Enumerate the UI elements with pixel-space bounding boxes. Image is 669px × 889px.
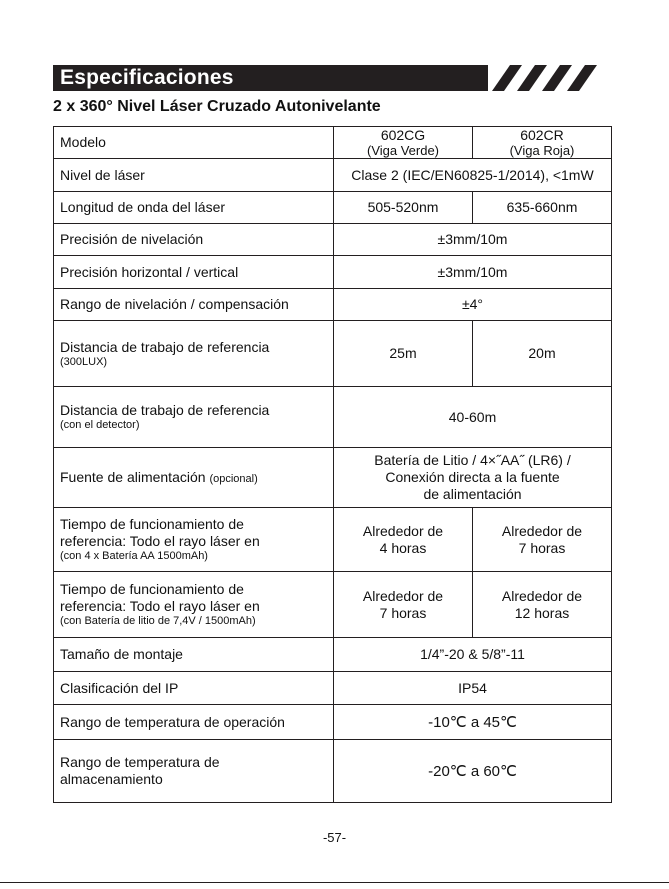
row-value: 20m — [473, 321, 612, 387]
bottom-rule — [0, 882, 669, 883]
value-line: Alrededor de — [501, 587, 583, 604]
row-label — [54, 740, 334, 803]
row-label: Rango de nivelación / compensación — [54, 289, 334, 321]
table-row — [54, 572, 612, 638]
value-line: 4 horas — [379, 539, 427, 556]
row-value: ±3mm/10m — [334, 224, 612, 256]
table-row — [54, 224, 612, 256]
row-label — [54, 387, 334, 448]
product-subtitle: 2 x 360° Nivel Láser Cruzado Autonivelante — [53, 98, 381, 115]
row-label-text: Rango de temperatura de — [60, 754, 220, 770]
row-label: Longitud de onda del láser — [54, 192, 334, 224]
stripes-decoration — [478, 65, 598, 91]
row-value: 1/4”-20 & 5/8”-11 — [334, 638, 612, 672]
model-602cg — [334, 127, 473, 159]
model-beam: (Viga Roja) — [509, 143, 575, 158]
row-label-note: (300LUX) — [60, 355, 108, 368]
row-value: -20℃ a 60℃ — [334, 740, 612, 803]
row-value — [334, 448, 612, 508]
row-label-note: (con el detector) — [60, 419, 140, 431]
value-line: Batería de Litio / 4×˝AA˝ (LR6) / — [374, 452, 571, 468]
row-label-text: Tiempo de funcionamiento de — [60, 516, 244, 532]
row-label-text: Fuente de alimentación — [60, 469, 206, 485]
spec-table — [53, 126, 612, 803]
row-label: Rango de temperatura de operación — [54, 705, 334, 740]
row-label-text: referencia: Todo el rayo láser en — [60, 533, 260, 549]
row-label-note: (con Batería de litio de 7,4V / 1500mAh) — [60, 615, 256, 627]
page-number: -57- — [322, 830, 347, 845]
table-row — [54, 705, 612, 740]
row-value — [334, 508, 473, 572]
value-line: Alrededor de — [501, 522, 583, 539]
table-row — [54, 508, 612, 572]
table-row — [54, 387, 612, 448]
table-row — [54, 289, 612, 321]
model-beam: (Viga Verde) — [366, 143, 440, 158]
row-label — [54, 321, 334, 387]
table-row — [54, 638, 612, 672]
row-label: Precisión de nivelación — [54, 224, 334, 256]
value-line: 7 horas — [379, 604, 427, 621]
table-row — [54, 127, 612, 159]
row-value — [473, 572, 612, 638]
row-label-text: Distancia de trabajo de referencia — [60, 338, 270, 355]
model-name: 602CR — [520, 127, 564, 143]
row-label — [54, 508, 334, 572]
model-602cr — [473, 127, 612, 159]
table-row — [54, 159, 612, 192]
row-value: 505-520nm — [334, 192, 473, 224]
table-row — [54, 256, 612, 289]
row-label: Nivel de láser — [54, 159, 334, 192]
row-value: -10℃ a 45℃ — [334, 705, 612, 740]
row-label: Precisión horizontal / vertical — [54, 256, 334, 289]
row-label — [54, 572, 334, 638]
row-label-text: Tiempo de funcionamiento de — [60, 581, 244, 597]
row-value: IP54 — [334, 672, 612, 705]
row-value — [473, 508, 612, 572]
section-banner — [53, 65, 480, 91]
row-value: ±3mm/10m — [334, 256, 612, 289]
table-row — [54, 672, 612, 705]
row-value: Clase 2 (IEC/EN60825-1/2014), <1mW — [334, 159, 612, 192]
row-value: 25m — [334, 321, 473, 387]
table-row — [54, 321, 612, 387]
row-label-note: (con 4 x Batería AA 1500mAh) — [60, 550, 208, 562]
row-value: 635-660nm — [473, 192, 612, 224]
table-row — [54, 448, 612, 508]
value-line: Alrededor de — [362, 522, 444, 539]
value-line: Conexión directa a la fuente — [385, 469, 560, 485]
row-label-text: referencia: Todo el rayo láser en — [60, 598, 260, 614]
row-label-text: Distancia de trabajo de referencia — [60, 402, 270, 418]
section-title: Especificaciones — [60, 66, 234, 89]
row-label: Tamaño de montaje — [54, 638, 334, 672]
row-value: 40-60m — [334, 387, 612, 448]
value-line: 7 horas — [518, 539, 566, 556]
value-line: 12 horas — [514, 604, 570, 621]
row-label — [54, 448, 334, 508]
table-row — [54, 192, 612, 224]
model-name: 602CG — [380, 127, 426, 143]
table-row — [54, 740, 612, 803]
row-label: Modelo — [54, 127, 334, 159]
value-line: de alimentación — [423, 486, 522, 502]
row-value — [334, 572, 473, 638]
row-value: ±4° — [334, 289, 612, 321]
row-label-text: almacenamiento — [60, 771, 163, 787]
row-label: Clasificación del IP — [54, 672, 334, 705]
row-label-note: (opcional) — [209, 473, 258, 485]
value-line: Alrededor de — [362, 587, 444, 604]
